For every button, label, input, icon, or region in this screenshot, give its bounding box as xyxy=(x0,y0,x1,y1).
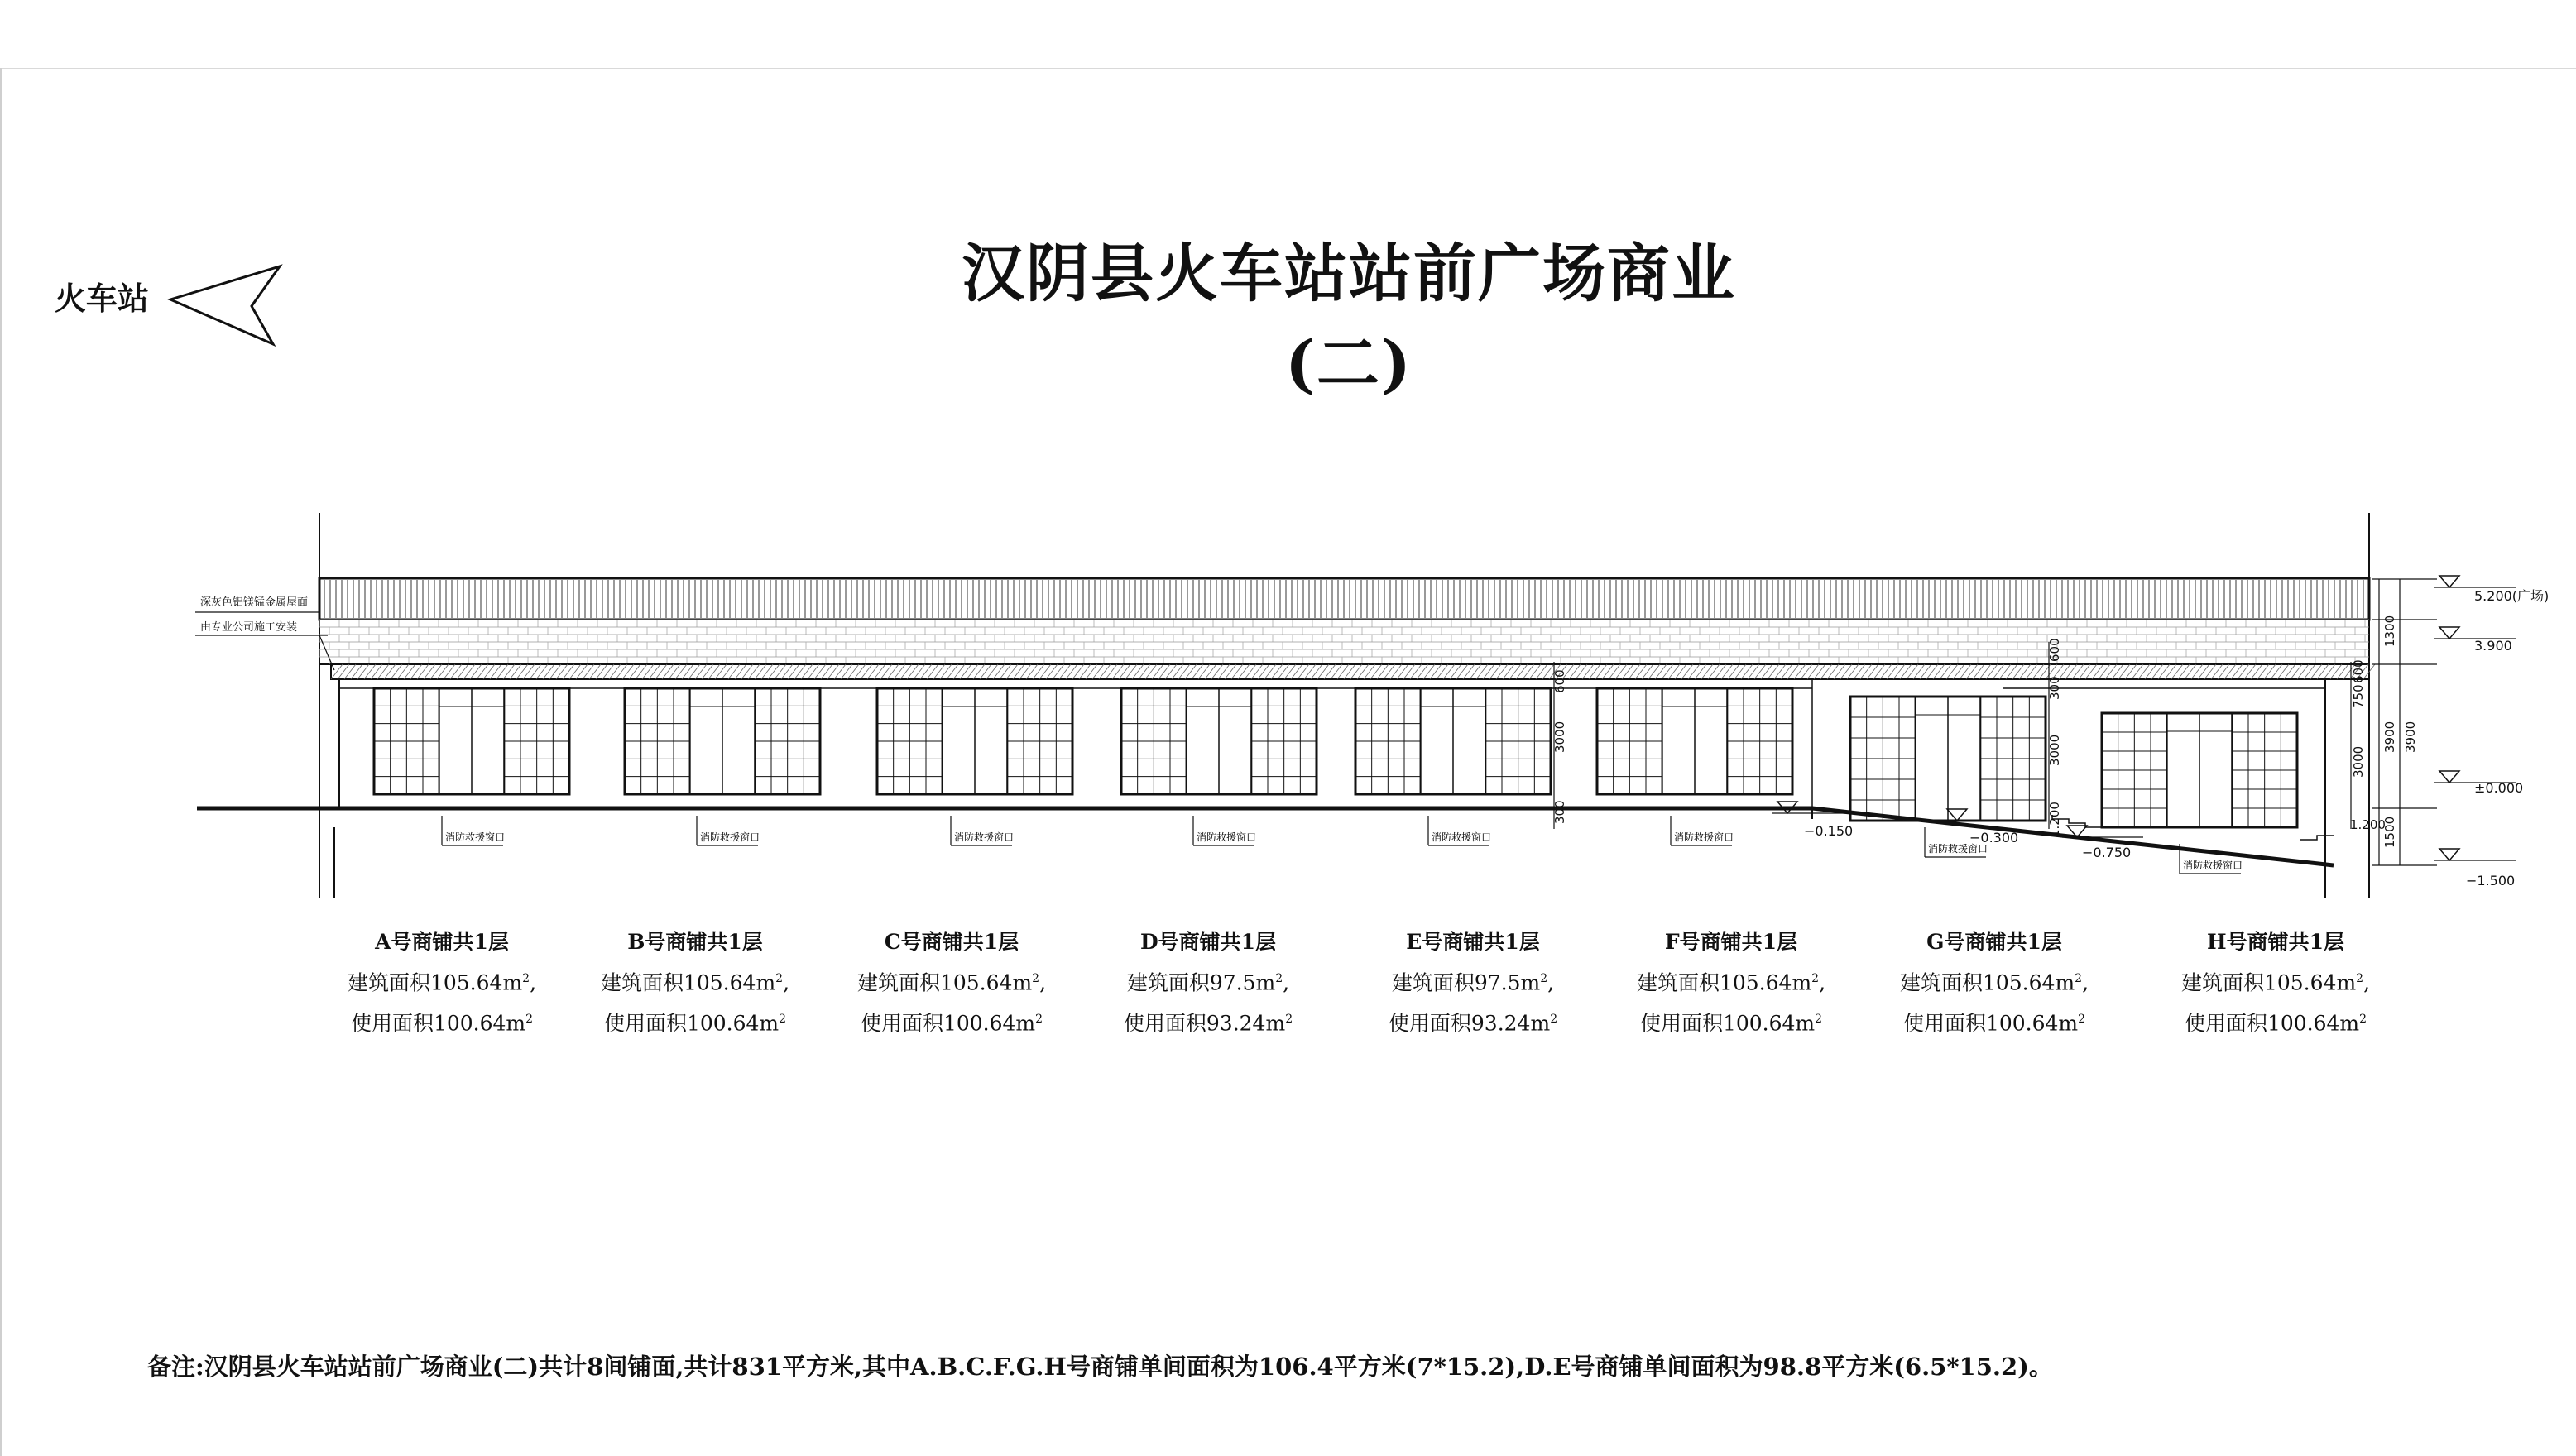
shop-info xyxy=(2168,924,2383,1042)
shop-build-area: 建筑面积$105.64m^2$, xyxy=(1636,970,1826,995)
dim-600-a: 600 xyxy=(1552,669,1567,693)
shop-name: C号商铺共1层 xyxy=(884,930,1019,954)
rescue-window-label: 消防救援窗口 xyxy=(1432,831,1492,843)
dim-300-b: 300 xyxy=(2047,676,2062,700)
shop-info xyxy=(1101,924,1316,1042)
remarks-note: 备注:汉阴县火车站站前广场商业(二)共计8间铺面,共计831平方米,其中A.B.C.F.G.H号商铺单间面积为106.4平方米(7*15.2),D.E号商铺单间面积为98.8平方米(6.5*15.2)。 xyxy=(147,1353,2053,1381)
shop-build-area: 建筑面积$105.64m^2$, xyxy=(2180,970,2371,995)
level-150: −1.500 xyxy=(2466,873,2516,888)
shop-build-area: 建筑面积$105.64m^2$, xyxy=(856,970,1047,995)
level-015: −0.150 xyxy=(1804,823,1854,839)
dim-300-a: 300 xyxy=(1552,800,1567,824)
shop-name: F号商铺共1层 xyxy=(1664,930,1798,954)
rescue-window-label: 消防救援窗口 xyxy=(1197,831,1257,843)
dim-600-b: 600 xyxy=(2047,638,2062,662)
shop-info xyxy=(1887,924,2102,1042)
dim-1200: 1.200 xyxy=(2047,802,2062,837)
shop-use-area: 使用面积$100.64m^2$ xyxy=(603,1011,787,1036)
rescue-window-label: 消防救援窗口 xyxy=(2183,860,2243,871)
rescue-window-label: 消防救援窗口 xyxy=(445,831,506,843)
shop-use-area: 使用面积$93.24m^2$ xyxy=(1388,1011,1558,1036)
shop-use-area: 使用面积$100.64m^2$ xyxy=(860,1011,1043,1036)
shop-info xyxy=(844,924,1059,1042)
shop-name: G号商铺共1层 xyxy=(1926,930,2062,954)
level-ground: ±0.000 xyxy=(2474,780,2524,796)
shop-build-area: 建筑面积$97.5m^2$, xyxy=(1391,970,1555,995)
dim-1300: 1300 xyxy=(2382,615,2397,647)
dim-3000-c: 3000 xyxy=(2351,745,2366,778)
roof-note-line2: 由专业公司施工安装 xyxy=(200,621,298,634)
rescue-window-label: 消防救援窗口 xyxy=(700,831,760,843)
storefront-window xyxy=(1597,688,1792,794)
storefront-window xyxy=(877,688,1072,794)
roof-note-line1: 深灰色铝镁锰金属屋面 xyxy=(200,596,309,609)
shop-use-area: 使用面积$100.64m^2$ xyxy=(1639,1011,1823,1036)
shop-info xyxy=(334,924,549,1042)
shop-info xyxy=(588,924,803,1042)
level-top: 5.200(广场) xyxy=(2474,588,2550,604)
drawing-title: 汉阴县火车站站前广场商业(二) xyxy=(962,237,1736,400)
rescue-window-label: 消防救援窗口 xyxy=(1928,843,1988,855)
shop-build-area: 建筑面积$105.64m^2$, xyxy=(347,970,537,995)
shop-name: B号商铺共1层 xyxy=(627,930,763,954)
storefront-window xyxy=(1850,697,2046,821)
storefront-window xyxy=(2102,713,2297,827)
roof-panel xyxy=(319,578,2375,679)
dim-1500: 1500 xyxy=(2382,816,2397,848)
level-075: −0.750 xyxy=(2082,845,2132,860)
shop-use-area: 使用面积$100.64m^2$ xyxy=(1902,1011,2086,1036)
shop-name: H号商铺共1层 xyxy=(2206,930,2345,954)
shop-use-area: 使用面积$93.24m^2$ xyxy=(1123,1011,1293,1036)
dim-3000-a: 3000 xyxy=(1552,721,1567,753)
rescue-window-label: 消防救援窗口 xyxy=(1674,831,1734,843)
rescue-window-label: 消防救援窗口 xyxy=(954,831,1015,843)
shop-build-area: 建筑面积$105.64m^2$, xyxy=(1899,970,2089,995)
storefront-window xyxy=(374,688,569,794)
dim-3900-a: 3900 xyxy=(2382,721,2397,753)
dim-600-c: 600 xyxy=(2351,659,2366,683)
shop-info xyxy=(1624,924,1839,1042)
storefront-window xyxy=(625,688,820,794)
shop-build-area: 建筑面积$97.5m^2$, xyxy=(1126,970,1290,995)
north-label: 火车站 xyxy=(55,280,150,317)
dim-3000-b: 3000 xyxy=(2047,734,2062,766)
shop-use-area: 使用面积$100.64m^2$ xyxy=(350,1011,534,1036)
shop-use-area: 使用面积$100.64m^2$ xyxy=(2184,1011,2367,1036)
shop-build-area: 建筑面积$105.64m^2$, xyxy=(600,970,790,995)
storefront-window xyxy=(1121,688,1317,794)
dim-750: 750 xyxy=(2351,684,2366,708)
level-1200: 1.200 xyxy=(2350,817,2386,832)
shop-name: A号商铺共1层 xyxy=(375,930,509,954)
shop-info xyxy=(1365,924,1581,1042)
level-eave: 3.900 xyxy=(2474,638,2512,654)
shop-name: D号商铺共1层 xyxy=(1139,930,1277,954)
shop-name: E号商铺共1层 xyxy=(1406,930,1540,954)
level-030: −0.300 xyxy=(1969,830,2019,845)
storefront-window xyxy=(1355,688,1551,794)
dim-3900-b: 3900 xyxy=(2403,721,2418,753)
